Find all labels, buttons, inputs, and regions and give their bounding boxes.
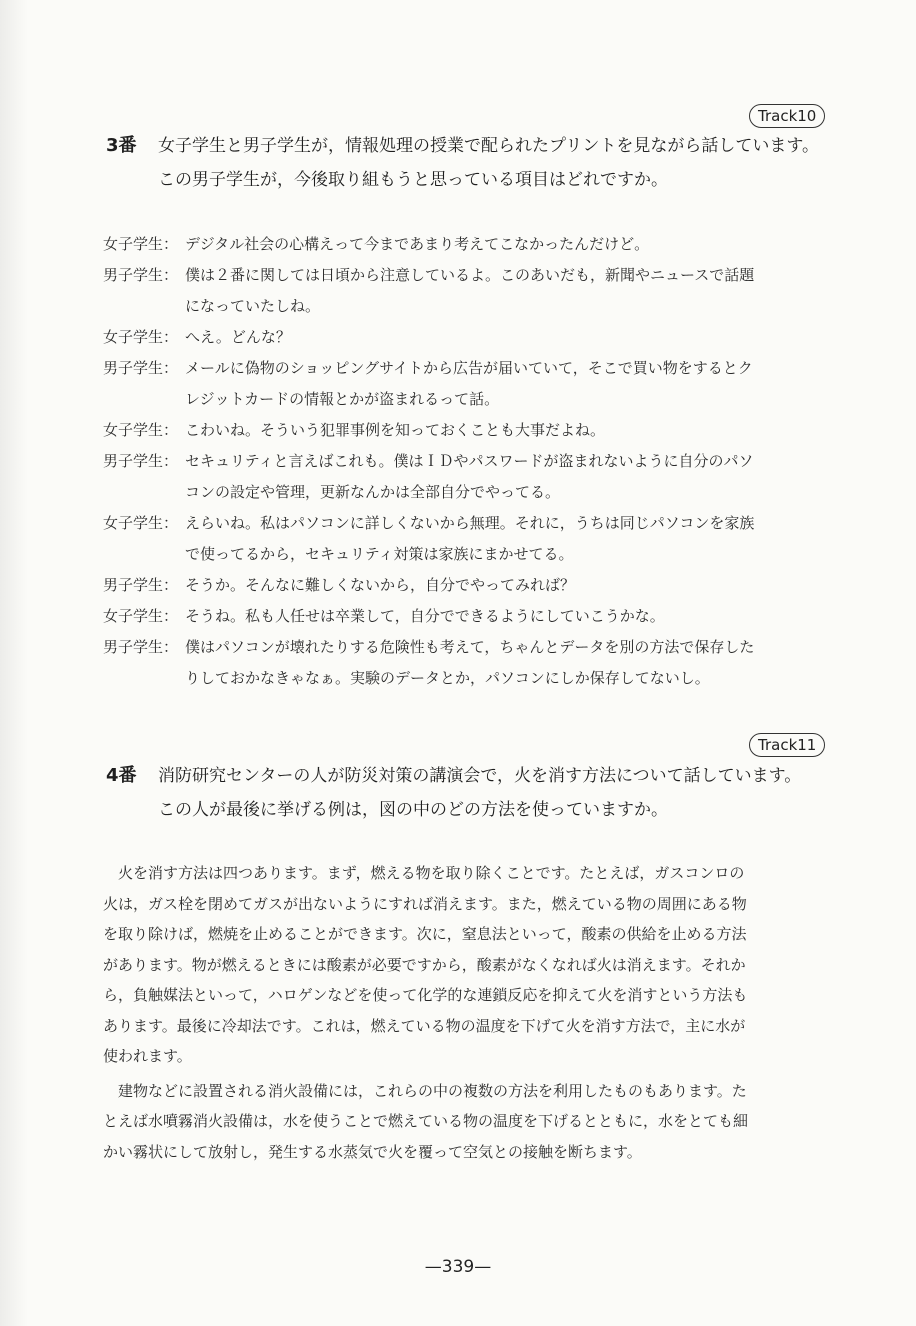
- dialogue-turn: [103, 415, 843, 446]
- paragraph: [103, 1076, 843, 1168]
- question-3-prompt-line: この男子学生が，今後取り組もうと思っている項目はどれですか。: [158, 170, 668, 190]
- paragraph-line: を取り除けば，燃焼を止めることができます。次に，窒息法といって，酸素の供給を止める方法: [103, 925, 747, 943]
- utterance: [185, 446, 843, 508]
- utterance-line: 僕は２番に関しては日頃から注意しているよ。このあいだも，新聞やニュースで話題: [185, 266, 755, 284]
- speaker-label: 女子学生：: [103, 328, 179, 346]
- dialogue-turn: [103, 353, 843, 415]
- utterance: [185, 508, 843, 570]
- speaker-label: 女子学生：: [103, 514, 179, 532]
- utterance-line: セキュリティと言えばこれも。僕はＩＤやパスワードが盗まれないように自分のパソ: [185, 452, 754, 470]
- utterance-line: デジタル社会の心構えって今まであまり考えてこなかったんだけど。: [185, 235, 650, 253]
- paragraph-line: 火を消す方法は四つあります。まず，燃える物を取り除くことです。たとえば，ガスコンロの: [103, 864, 745, 882]
- utterance: [185, 353, 843, 415]
- utterance-line: 僕はパソコンが壊れたりする危険性も考えて，ちゃんとデータを別の方法で保存した: [185, 638, 755, 656]
- utterance: [185, 601, 843, 632]
- question-4-prompt-line: 消防研究センターの人が防災対策の講演会で，火を消す方法について話しています。: [158, 766, 802, 786]
- utterance-line: こわいね。そういう犯罪事例を知っておくことも大事だよね。: [185, 421, 606, 439]
- lecture-transcript-4: [103, 858, 843, 1171]
- speaker-label: 男子学生：: [103, 266, 179, 284]
- utterance: [185, 260, 843, 322]
- dialogue-turn: [103, 260, 843, 322]
- question-4-heading: [106, 759, 866, 827]
- dialogue-turn: [103, 229, 843, 260]
- question-3-number: 3番: [106, 135, 137, 156]
- utterance: [185, 415, 843, 446]
- page-number: —339—: [424, 1257, 492, 1277]
- paragraph-line: 火は，ガス栓を閉めてガスが出ないようにすれば消えます。また，燃えている物の周囲にある物: [103, 894, 747, 913]
- paragraph-line: とえば水噴霧消火設備は，水を使うことで燃えている物の温度を下げるとともに，水をとても細: [103, 1112, 749, 1130]
- utterance-line: へえ。どんな？: [185, 328, 291, 346]
- page-edge-shadow: [0, 0, 28, 1326]
- dialogue-turn: [103, 446, 843, 508]
- question-4-prompt-line: この人が最後に挙げる例は，図の中のどの方法を使っていますか。: [158, 800, 668, 820]
- utterance-line: になっていたしね。: [185, 297, 321, 315]
- speaker-label: 女子学生：: [103, 235, 179, 253]
- paragraph-line: かい霧状にして放射し，発生する水蒸気で火を覆って空気との接触を断ちます。: [103, 1142, 642, 1161]
- paragraph-line: あります。最後に冷却法です。これは，燃えている物の温度を下げて火を消す方法で，主に水が: [103, 1016, 746, 1035]
- question-4-number: 4番: [106, 765, 137, 786]
- track-badge-3: Track10: [749, 104, 825, 128]
- utterance-line: そうね。私も人任せは卒業して，自分でできるようにしていこうかな。: [185, 607, 665, 625]
- speaker-label: 男子学生：: [103, 576, 179, 594]
- utterance-line: えらいね。私はパソコンに詳しくないから無理。それに，うちは同じパソコンを家族: [185, 514, 755, 532]
- speaker-label: 女子学生：: [103, 421, 179, 439]
- paragraph-line: 建物などに設置される消火設備には，これらの中の複数の方法を利用したものもあります。た: [103, 1081, 747, 1100]
- speaker-label: 女子学生：: [103, 607, 179, 625]
- dialogue-3: [103, 229, 843, 694]
- speaker-label: 男子学生：: [103, 359, 179, 377]
- utterance: [185, 229, 843, 260]
- paragraph: [103, 858, 843, 1072]
- speaker-label: 男子学生：: [103, 638, 179, 656]
- track-badge-4: Track11: [749, 733, 825, 757]
- dialogue-turn: [103, 632, 843, 694]
- dialogue-turn: [103, 601, 843, 632]
- question-3-heading: [106, 129, 866, 197]
- utterance: [185, 570, 843, 601]
- speaker-label: 男子学生：: [103, 452, 179, 470]
- utterance: [185, 322, 843, 353]
- dialogue-turn: [103, 570, 843, 601]
- paragraph-line: ら，負触媒法といって，ハロゲンなどを使って化学的な連鎖反応を抑えて火を消すという方法も: [103, 986, 748, 1004]
- question-3-prompt-line: 女子学生と男子学生が，情報処理の授業で配られたプリントを見ながら話しています。: [158, 136, 819, 156]
- utterance-line: メールに偽物のショッピングサイトから広告が届いていて，そこで買い物をするとク: [185, 359, 753, 377]
- dialogue-turn: [103, 508, 843, 570]
- utterance-line: で使ってるから，セキュリティ対策は家族にまかせてる。: [185, 545, 574, 563]
- paragraph-line: 使われます。: [103, 1047, 192, 1065]
- utterance: [185, 632, 843, 694]
- utterance-line: コンの設定や管理，更新なんかは全部自分でやってる。: [185, 483, 561, 501]
- paragraph-line: があります。物が燃えるときには酸素が必要ですから，酸素がなくなれば火は消えます。それか: [103, 955, 746, 974]
- utterance-line: りしておかなきゃなぁ。実験のデータとか，パソコンにしか保存してないし。: [185, 669, 710, 687]
- utterance-line: レジットカードの情報とかが盗まれるって話。: [185, 390, 500, 408]
- utterance-line: そうか。そんなに難しくないから，自分でやってみれば？: [185, 576, 576, 594]
- dialogue-turn: [103, 322, 843, 353]
